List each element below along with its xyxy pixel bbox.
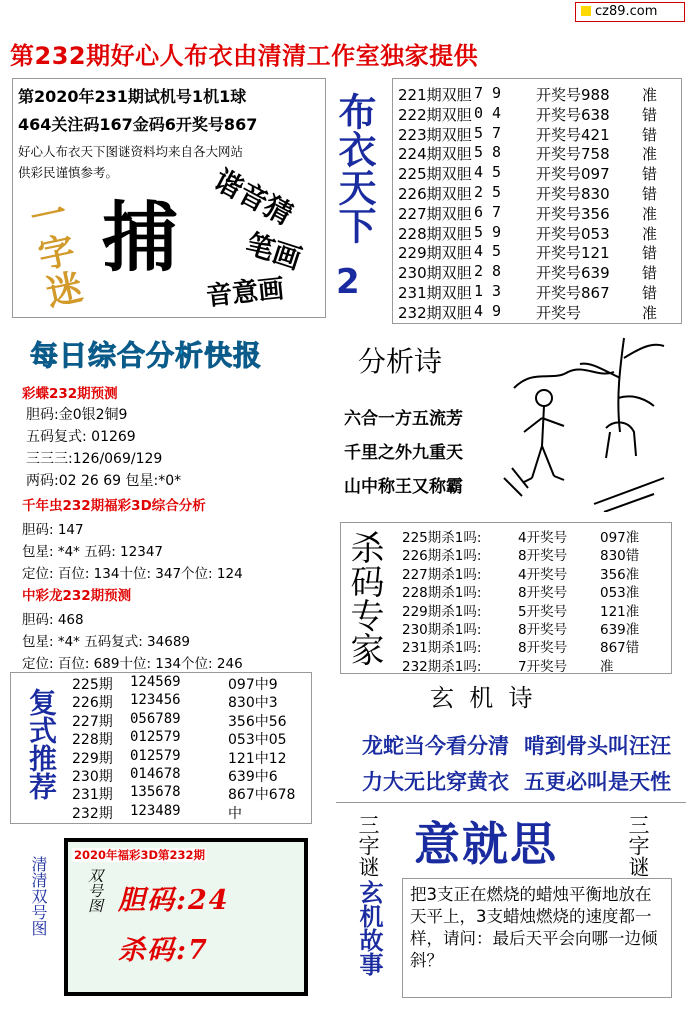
brand-title: 布衣天下	[332, 92, 376, 244]
s1-line-1: 胆码:金0银2铜9	[26, 407, 128, 423]
pair-row-result: 准	[642, 86, 658, 104]
pair-row-result: 错	[642, 185, 658, 203]
pair-row-result: 准	[642, 145, 658, 164]
s1-line-3: 三三三:126/069/129	[26, 451, 163, 467]
pair-row-result: 错	[642, 125, 658, 144]
kill-row-issue: 228期杀1吗:	[402, 585, 482, 602]
pair-row-dan: 2 8	[474, 262, 502, 281]
fushi-row-nums: 056789	[130, 710, 181, 727]
poem-title: 分析诗	[358, 345, 443, 378]
fushi-title: 复式推荐	[25, 688, 58, 800]
watermark-text: cz89.com	[595, 4, 658, 19]
fushi-row-nums: 124569	[130, 674, 181, 690]
kill-row-issue: 229期杀1吗:	[402, 603, 482, 620]
trial-line-1: 第2020年231期试机号1机1球	[18, 87, 247, 106]
xuanji-title: 玄 机 诗	[430, 684, 533, 712]
pair-row-result: 错	[642, 165, 658, 184]
fushi-row-issue: 231期	[72, 787, 113, 804]
pair-row-draw: 开奖号758	[536, 145, 610, 164]
sanzi-center: 意就思	[414, 817, 558, 871]
poem-line-2: 千里之外九重天	[344, 443, 463, 463]
pair-row-dan: 2 5	[474, 183, 502, 201]
pair-row-draw: 开奖号867	[536, 284, 610, 302]
kill-title: 杀码专家	[344, 530, 384, 666]
pair-row-draw: 开奖号638	[536, 105, 610, 124]
pair-row-draw: 开奖号639	[536, 264, 610, 283]
pair-row-issue: 230期双胆	[398, 264, 472, 283]
pair-row-dan: 7 9	[474, 84, 502, 102]
fushi-row-res: 830中3	[228, 695, 278, 712]
fushi-row-res: 097中9	[228, 677, 278, 693]
pair-row-issue: 226期双胆	[398, 185, 472, 203]
pair-row-issue: 227期双胆	[398, 204, 472, 223]
pair-row-draw: 开奖号097	[536, 165, 610, 184]
fushi-row-res: 639中6	[228, 769, 278, 785]
pair-row-issue: 224期双胆	[398, 145, 472, 164]
daily-title: 每日综合分析快报	[30, 339, 263, 372]
pair-row-draw: 开奖号830	[536, 185, 610, 203]
s1-title: 彩蝶232期预测	[22, 386, 118, 402]
pair-row-draw: 开奖号421	[536, 125, 610, 144]
pair-row-dan: 5 8	[474, 143, 502, 162]
pair-row-issue: 223期双胆	[398, 125, 472, 144]
fushi-row-issue: 230期	[72, 769, 113, 785]
site-watermark	[575, 2, 685, 22]
fushi-row-res: 121中12	[228, 750, 287, 767]
s3-line-3: 定位: 百位: 689十位: 134个位: 246	[22, 656, 243, 672]
s2-title: 千年虫232期福彩3D综合分析	[22, 498, 206, 514]
fushi-row-nums: 012579	[130, 747, 181, 764]
trial-line-2: 464关注码167金码6开奖号867	[18, 115, 258, 134]
fushi-row-issue: 228期	[72, 732, 113, 749]
story-text: 把3支正在燃烧的蜡烛平衡地放在天平上，3支蜡烛燃烧的速度都一样，请问：最后天平会向哪一边倾斜？	[410, 885, 658, 970]
pair-row-dan: 1 3	[474, 282, 502, 300]
card-sha: 杀码:7	[118, 935, 209, 966]
pair-row-issue: 225期双胆	[398, 165, 472, 184]
fushi-row-nums: 014678	[130, 766, 181, 782]
kill-row-draw: 121准	[600, 603, 640, 620]
fushi-row-nums: 123489	[130, 802, 181, 819]
fushi-row-res: 356中56	[228, 713, 287, 730]
fushi-row-issue: 225期	[72, 677, 113, 693]
pair-row-dan: 0 4	[474, 103, 502, 122]
pair-row-result: 准	[642, 224, 658, 243]
pair-row-dan: 4 5	[474, 242, 502, 261]
riddle-hint-2: 笔画	[241, 227, 306, 276]
kill-row-draw: 867错	[600, 640, 640, 657]
pair-row-result: 错	[642, 244, 658, 263]
s3-title: 中彩龙232期预测	[22, 588, 132, 604]
kill-row-issue: 226期杀1吗:	[402, 548, 482, 565]
riddle-hint-1: 谐音猜	[208, 163, 299, 232]
fushi-row-res: 中	[228, 805, 242, 822]
s3-line-1: 胆码: 468	[22, 612, 84, 628]
fushi-row-issue: 229期	[72, 750, 113, 767]
kill-row-kill: 8开奖号	[518, 622, 568, 638]
divider	[336, 802, 686, 803]
xuanji-line-1b: 啃到骨头叫汪汪	[524, 733, 671, 758]
s2-line-1: 胆码: 147	[22, 522, 84, 538]
card-title: 2020年福彩3D第232期	[74, 848, 206, 862]
fushi-row-nums: 135678	[130, 784, 181, 801]
fushi-row-nums: 123456	[130, 692, 181, 709]
card-dan: 胆码:24	[118, 885, 230, 916]
s1-line-2: 五码复式: 01269	[26, 429, 136, 445]
kill-row-kill: 8开奖号	[518, 548, 568, 565]
riddle-glyph: 捕	[102, 193, 178, 282]
pair-row-dan: 4 9	[474, 301, 502, 320]
pair-row-draw: 开奖号356	[536, 204, 610, 223]
square-icon	[581, 6, 591, 16]
pair-row-issue: 228期双胆	[398, 224, 472, 243]
kill-row-draw: 639准	[600, 622, 640, 638]
kill-row-draw: 356准	[600, 566, 640, 583]
kill-row-draw: 097准	[600, 530, 640, 546]
sanzi-right: 三字谜	[626, 814, 650, 877]
kill-row-kill: 5开奖号	[518, 603, 568, 620]
xuanji-line-2a: 力大无比穿黄衣	[362, 769, 509, 794]
riddle-left-label: 一字迷	[21, 192, 86, 314]
fushi-row-res: 867中678	[228, 787, 296, 804]
pair-row-result: 准	[642, 303, 658, 322]
pair-row-draw: 开奖号	[536, 303, 582, 322]
pair-row-issue: 222期双胆	[398, 105, 472, 124]
trial-note-1: 好心人布衣天下图谜资料均来自各大网站	[18, 144, 244, 159]
pair-row-dan: 5 9	[474, 222, 502, 241]
kill-row-kill: 8开奖号	[518, 640, 568, 657]
s2-line-3: 定位: 百位: 134十位: 347个位: 124	[22, 566, 243, 582]
kill-row-kill: 8开奖号	[518, 585, 568, 602]
pair-row-result: 错	[642, 264, 658, 283]
pair-row-draw: 开奖号121	[536, 244, 610, 263]
poem-line-1: 六合一方五流芳	[344, 409, 463, 429]
trial-note-2: 供彩民谨慎参考。	[18, 165, 119, 180]
kill-row-issue: 232期杀1吗:	[402, 658, 482, 675]
s3-line-2: 包星: *4* 五码复式: 34689	[22, 634, 191, 650]
fushi-row-issue: 226期	[72, 695, 113, 712]
brand-number: 2	[336, 262, 360, 302]
qingqing-label: 清清双号图	[29, 856, 48, 936]
pair-row-dan: 6 7	[474, 202, 502, 221]
pair-row-dan: 4 5	[474, 163, 502, 182]
kill-row-issue: 230期杀1吗:	[402, 622, 482, 638]
pair-row-issue: 231期双胆	[398, 284, 472, 302]
pair-row-issue: 232期双胆	[398, 303, 472, 322]
story-label: 玄机故事	[355, 880, 384, 976]
kill-row-issue: 231期杀1吗:	[402, 640, 482, 657]
kill-row-draw: 830错	[600, 548, 640, 565]
fushi-row-res: 053中05	[228, 732, 287, 749]
kill-row-kill: 7开奖号	[518, 658, 568, 675]
kill-row-draw: 准	[600, 658, 614, 675]
poem-line-3: 山中称王又称霸	[344, 477, 463, 497]
page-title: 第232期好心人布衣由清清工作室独家提供	[10, 42, 479, 70]
fushi-row-issue: 232期	[72, 805, 113, 822]
kill-row-issue: 227期杀1吗:	[402, 566, 482, 583]
pair-row-result: 准	[642, 204, 658, 223]
pair-row-draw: 开奖号053	[536, 224, 610, 243]
sanzi-left: 三字谜	[356, 814, 380, 877]
pair-row-result: 错	[642, 105, 658, 124]
xuanji-line-2b: 五更必叫是天性	[524, 769, 671, 794]
fushi-row-issue: 227期	[72, 713, 113, 730]
card-side-label: 双号图	[86, 868, 104, 913]
xuanji-line-1a: 龙蛇当今看分清	[362, 733, 509, 758]
s2-line-2: 包星: *4* 五码: 12347	[22, 544, 164, 560]
kill-row-kill: 4开奖号	[518, 566, 568, 583]
pair-row-issue: 221期双胆	[398, 86, 472, 104]
kill-row-draw: 053准	[600, 585, 640, 602]
riddle-hint-3: 音意画	[204, 273, 286, 312]
card-title-bar	[72, 844, 292, 862]
rider-illustration	[494, 328, 672, 512]
kill-row-issue: 225期杀1吗:	[402, 530, 482, 546]
s1-line-4: 两码:02 26 69 包星:*0*	[26, 473, 182, 489]
fushi-row-nums: 012579	[130, 729, 181, 746]
pair-row-result: 错	[642, 284, 658, 302]
pair-row-issue: 229期双胆	[398, 244, 472, 263]
pair-row-dan: 5 7	[474, 123, 502, 142]
pair-row-draw: 开奖号988	[536, 86, 610, 104]
kill-row-kill: 4开奖号	[518, 530, 568, 546]
